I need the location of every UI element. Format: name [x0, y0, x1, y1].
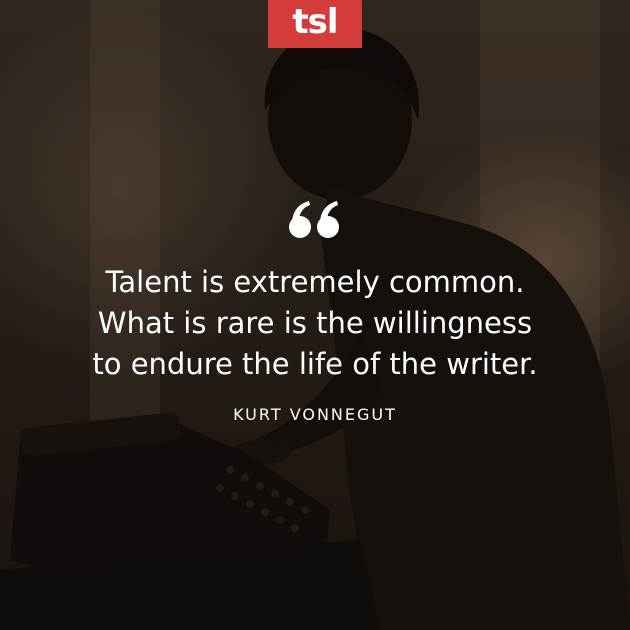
- quote-line: to endure the life of the writer.: [92, 347, 538, 381]
- quote-open-icon: [0, 200, 630, 244]
- brand-logo-text: tsl: [292, 2, 338, 42]
- quote-author: KURT VONNEGUT: [233, 405, 397, 424]
- quote-text: [20, 262, 610, 385]
- quote-line: What is rare is the willingness: [97, 306, 533, 340]
- brand-logo[interactable]: [268, 0, 362, 48]
- quote-line: Talent is extremely common.: [105, 265, 525, 299]
